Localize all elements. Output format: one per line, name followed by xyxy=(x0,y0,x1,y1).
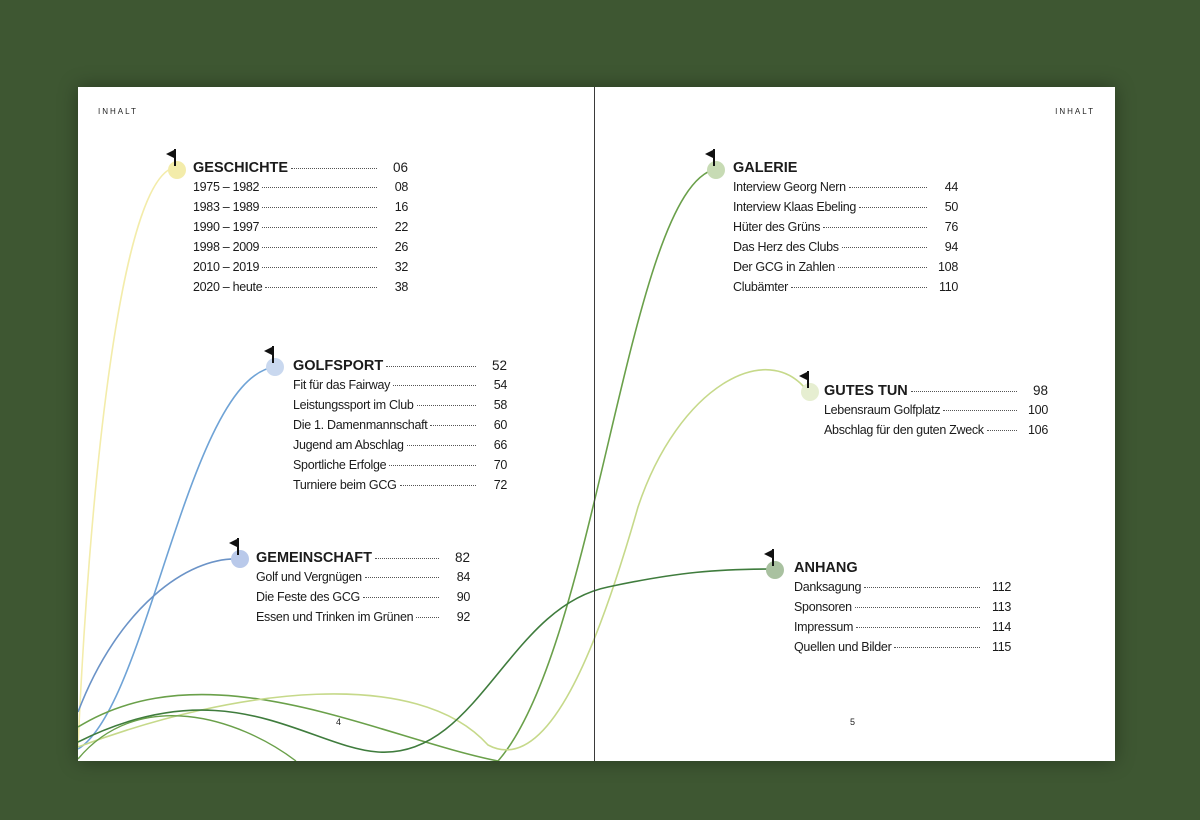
running-head-right: INHALT xyxy=(1055,107,1095,116)
ball-dot xyxy=(707,161,725,179)
toc-entry[interactable] xyxy=(293,378,507,398)
toc-entry[interactable] xyxy=(193,240,408,260)
flag-icon xyxy=(264,347,272,355)
entry-page: 08 xyxy=(394,180,408,194)
toc-entry[interactable] xyxy=(193,200,408,220)
leader-dots xyxy=(363,597,439,598)
entry-page: 16 xyxy=(394,200,408,214)
flag-pole xyxy=(807,371,809,388)
toc-entry[interactable] xyxy=(256,590,470,610)
entry-title: Clubämter xyxy=(733,280,788,294)
toc-entry[interactable] xyxy=(293,478,507,498)
section-title: GOLFSPORT xyxy=(293,358,384,374)
leader-dots xyxy=(262,227,377,228)
toc-heading[interactable] xyxy=(193,160,408,180)
spine-gutter xyxy=(594,87,595,761)
toc-entry[interactable] xyxy=(733,280,958,300)
toc-entry[interactable] xyxy=(293,458,507,478)
section-page: 82 xyxy=(454,550,470,565)
toc-heading[interactable] xyxy=(733,160,958,180)
toc-entry[interactable] xyxy=(193,180,408,200)
ball-dot xyxy=(266,358,284,376)
entry-title: Sportliche Erfolge xyxy=(293,458,387,472)
entry-title: Die 1. Damenmannschaft xyxy=(293,418,428,432)
toc-entry[interactable] xyxy=(193,280,408,300)
leader-dots xyxy=(864,587,980,588)
leader-dots xyxy=(265,287,377,288)
running-head-left: INHALT xyxy=(98,107,138,116)
entry-page: 44 xyxy=(944,180,958,194)
leader-dots xyxy=(856,627,980,628)
flag-pole xyxy=(713,149,715,166)
toc-entry[interactable] xyxy=(794,580,1011,600)
toc-entry[interactable] xyxy=(733,260,958,280)
section-title: ANHANG xyxy=(794,560,858,576)
entry-page: 26 xyxy=(394,240,408,254)
toc-section-golfsport xyxy=(293,358,507,498)
leader-dots xyxy=(823,227,927,228)
entry-page: 54 xyxy=(493,378,507,392)
ball-dot xyxy=(231,550,249,568)
section-title: GALERIE xyxy=(733,160,798,176)
toc-heading[interactable] xyxy=(824,383,1048,403)
toc-entry[interactable] xyxy=(824,403,1048,423)
entry-title: 1983 – 1989 xyxy=(193,200,260,214)
entry-page: 66 xyxy=(493,438,507,452)
flag-icon xyxy=(799,372,807,380)
entry-page: 32 xyxy=(394,260,408,274)
toc-entry[interactable] xyxy=(293,438,507,458)
entry-title: Sponsoren xyxy=(794,600,852,614)
entry-page: 70 xyxy=(493,458,507,472)
entry-page: 76 xyxy=(944,220,958,234)
leader-dots xyxy=(393,385,476,386)
entry-page: 106 xyxy=(1028,423,1048,437)
entry-title: 1975 – 1982 xyxy=(193,180,260,194)
leader-dots xyxy=(365,577,439,578)
flag-icon xyxy=(166,150,174,158)
entry-title: Interview Georg Nern xyxy=(733,180,846,194)
toc-section-anhang xyxy=(794,560,1011,660)
toc-entry[interactable] xyxy=(794,640,1011,660)
entry-title: Turniere beim GCG xyxy=(293,478,397,492)
entry-title: 1990 – 1997 xyxy=(193,220,260,234)
toc-entry[interactable] xyxy=(193,260,408,280)
entry-page: 94 xyxy=(944,240,958,254)
flag-icon xyxy=(705,150,713,158)
toc-entry[interactable] xyxy=(733,220,958,240)
entry-title: 2020 – heute xyxy=(193,280,263,294)
leader-dots xyxy=(375,558,439,559)
toc-section-gutes-tun xyxy=(824,383,1048,443)
section-page: 06 xyxy=(392,160,408,175)
section-title: GEMEINSCHAFT xyxy=(256,550,372,566)
leader-dots xyxy=(416,617,439,618)
leader-dots xyxy=(855,607,980,608)
entry-title: Essen und Trinken im Grünen xyxy=(256,610,414,624)
leader-dots xyxy=(262,267,377,268)
leader-dots xyxy=(400,485,477,486)
section-page: 52 xyxy=(491,358,507,373)
book-spread xyxy=(78,87,1115,761)
page-number-left: 4 xyxy=(336,717,342,727)
page-number-right: 5 xyxy=(850,717,856,727)
entry-page: 108 xyxy=(938,260,958,274)
ball-dot xyxy=(168,161,186,179)
entry-page: 58 xyxy=(493,398,507,412)
leader-dots xyxy=(842,247,927,248)
leader-dots xyxy=(838,267,927,268)
leader-dots xyxy=(911,391,1017,392)
leader-dots xyxy=(291,168,377,169)
entry-title: Impressum xyxy=(794,620,854,634)
entry-title: Leistungssport im Club xyxy=(293,398,414,412)
toc-entry[interactable] xyxy=(794,620,1011,640)
flag-icon xyxy=(229,539,237,547)
entry-page: 113 xyxy=(991,600,1011,614)
leader-dots xyxy=(987,430,1017,431)
toc-entry[interactable] xyxy=(256,610,470,630)
leader-dots xyxy=(859,207,927,208)
entry-page: 60 xyxy=(493,418,507,432)
entry-page: 38 xyxy=(394,280,408,294)
toc-heading[interactable] xyxy=(256,550,470,570)
leader-dots xyxy=(262,207,377,208)
toc-entry[interactable] xyxy=(733,240,958,260)
entry-page: 92 xyxy=(456,610,470,624)
toc-entry[interactable] xyxy=(256,570,470,590)
leader-dots xyxy=(389,465,476,466)
toc-heading[interactable] xyxy=(794,560,1011,580)
entry-page: 22 xyxy=(394,220,408,234)
curve-extra xyxy=(78,716,296,761)
toc-heading[interactable] xyxy=(293,358,507,378)
curve-geschichte xyxy=(78,167,178,747)
flag-pole xyxy=(174,149,176,166)
entry-title: Danksagung xyxy=(794,580,862,594)
entry-title: 1998 – 2009 xyxy=(193,240,260,254)
toc-section-geschichte xyxy=(193,160,408,300)
entry-page: 84 xyxy=(456,570,470,584)
leader-dots xyxy=(894,647,980,648)
entry-title: Interview Klaas Ebeling xyxy=(733,200,857,214)
section-title: GESCHICHTE xyxy=(193,160,289,176)
entry-page: 115 xyxy=(991,640,1011,654)
entry-page: 50 xyxy=(944,200,958,214)
entry-page: 72 xyxy=(493,478,507,492)
leader-dots xyxy=(262,247,377,248)
entry-title: Der GCG in Zahlen xyxy=(733,260,835,274)
toc-entry[interactable] xyxy=(293,398,507,418)
toc-entry[interactable] xyxy=(193,220,408,240)
leader-dots xyxy=(262,187,377,188)
leader-dots xyxy=(943,410,1017,411)
entry-title: Golf und Vergnügen xyxy=(256,570,362,584)
toc-entry[interactable] xyxy=(733,180,958,200)
entry-page: 110 xyxy=(938,280,958,294)
leader-dots xyxy=(791,287,927,288)
entry-title: 2010 – 2019 xyxy=(193,260,260,274)
toc-section-galerie xyxy=(733,160,958,300)
leader-dots xyxy=(430,425,476,426)
flag-icon xyxy=(764,550,772,558)
ball-dot xyxy=(801,383,819,401)
leader-dots xyxy=(386,366,476,367)
entry-title: Die Feste des GCG xyxy=(256,590,360,604)
toc-entry[interactable] xyxy=(824,423,1048,443)
toc-section-gemeinschaft xyxy=(256,550,470,630)
entry-title: Quellen und Bilder xyxy=(794,640,892,654)
section-title: GUTES TUN xyxy=(824,383,908,399)
toc-entry[interactable] xyxy=(794,600,1011,620)
toc-entry[interactable] xyxy=(733,200,958,220)
entry-title: Abschlag für den guten Zweck xyxy=(824,423,984,437)
section-page: 98 xyxy=(1032,383,1048,398)
entry-title: Lebensraum Golfplatz xyxy=(824,403,941,417)
leader-dots xyxy=(407,445,476,446)
ball-dot xyxy=(766,561,784,579)
flag-pole xyxy=(772,549,774,566)
entry-page: 90 xyxy=(456,590,470,604)
flag-pole xyxy=(237,538,239,555)
entry-page: 100 xyxy=(1028,403,1048,417)
entry-title: Das Herz des Clubs xyxy=(733,240,839,254)
toc-entry[interactable] xyxy=(293,418,507,438)
entry-title: Hüter des Grüns xyxy=(733,220,821,234)
entry-title: Fit für das Fairway xyxy=(293,378,391,392)
entry-page: 112 xyxy=(991,580,1011,594)
flag-pole xyxy=(272,346,274,363)
entry-title: Jugend am Abschlag xyxy=(293,438,404,452)
entry-page: 114 xyxy=(991,620,1011,634)
leader-dots xyxy=(849,187,927,188)
leader-dots xyxy=(417,405,476,406)
